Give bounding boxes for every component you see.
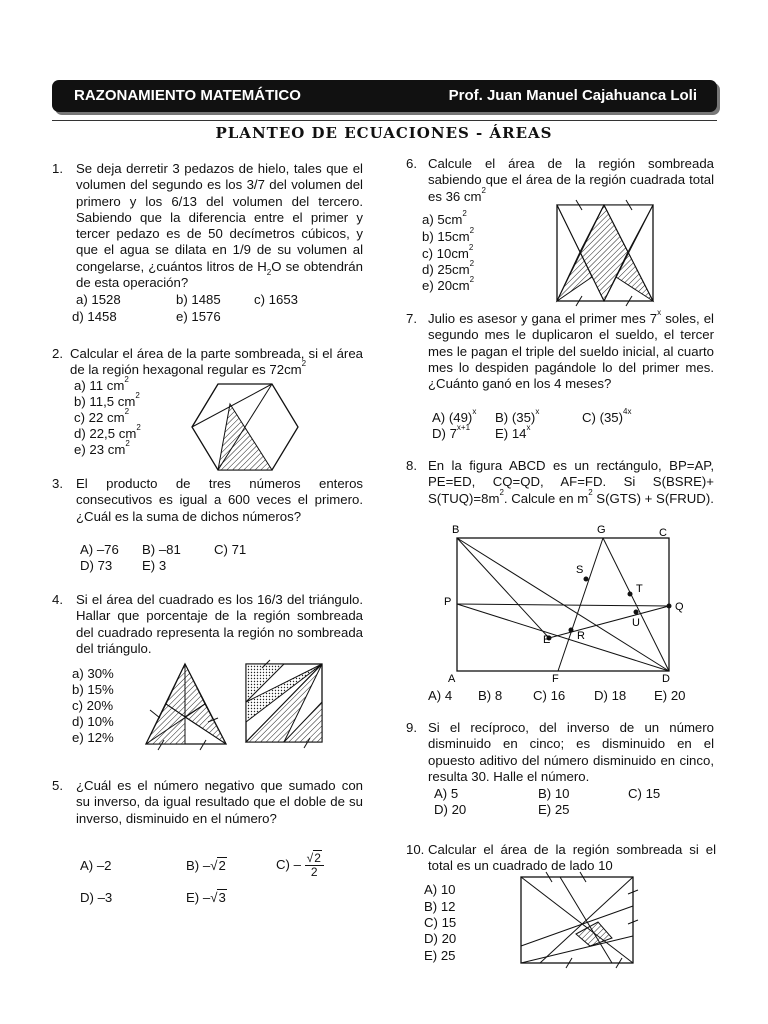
label-A: A	[448, 673, 456, 685]
q10-option-b: B) 12	[424, 899, 456, 914]
q10-option-d: D) 20	[424, 931, 457, 946]
q9-option-e: E) 25	[538, 802, 570, 817]
q7-option-b: B) $(35)^x$	[495, 407, 540, 425]
q3-option-a: A) –76	[80, 542, 119, 557]
q6-text: Calcule el área de la región sombreada sabiendo que el área de la región cuadrada total es 36 $cm^2$	[428, 156, 714, 204]
q4-option-e: e) 12%	[72, 730, 114, 745]
label-C: C	[659, 527, 667, 539]
q1-option-e: e) 1576	[176, 309, 221, 324]
q7-option-e: E) 14$^x$	[495, 423, 531, 441]
q10-number: 10.	[406, 842, 425, 857]
q5-option-e: E) –√3	[186, 890, 226, 905]
q2-option-e: e) 23 $cm^2$	[74, 439, 130, 457]
q8-option-c: C) 16	[533, 688, 566, 703]
square-figure	[244, 662, 324, 744]
q9-text: Si el recíproco, del inverso de un número disminuido en cinco; es disminuido en el opuesto aditivo del número disminuido en cinco, resulta 30. Halle el número.	[428, 720, 714, 784]
label-T: T	[636, 583, 643, 595]
q5-option-a: A) –2	[80, 858, 112, 873]
q1-option-b: b) 1485	[176, 292, 221, 307]
q5-text: ¿Cuál es el número negativo que sumado con su inverso, da igual resultado que el doble de su inverso, disminuido en el número?	[76, 778, 363, 826]
q4-number: 4.	[52, 592, 63, 607]
hexagon-figure	[190, 382, 300, 472]
label-G: G	[597, 524, 606, 536]
q8-option-b: B) 8	[478, 688, 503, 703]
q8-option-d: D) 18	[594, 688, 627, 703]
q1-number: 1.	[52, 161, 63, 176]
q10-option-a: A) 10	[424, 882, 456, 897]
q10-option-e: E) 25	[424, 948, 456, 963]
q7-option-a: A) $(49)^x$	[432, 407, 477, 425]
q4-option-b: b) 15%	[72, 682, 114, 697]
triangle-figure	[144, 662, 228, 746]
q1-option-c: c) 1653	[254, 292, 298, 307]
q3-option-c: C) 71	[214, 542, 247, 557]
q3-option-d: D) 73	[80, 558, 113, 573]
rectangle-figure	[440, 522, 700, 684]
q2-option-d: d) 22,5 $cm^2$	[74, 423, 141, 441]
q5-option-c: C) – $\frac{√2}{2}$	[276, 852, 324, 879]
q2-option-b: b) 11,5 $cm^2$	[74, 391, 140, 409]
q3-text: El producto de tres números enteros consecutivos es igual a 600 veces el primero. ¿Cuál es la suma de dichos números?	[76, 476, 363, 524]
q6-option-e: e) $20cm^2$	[422, 275, 475, 293]
label-Q: Q	[675, 601, 684, 613]
q8-number: 8.	[406, 458, 417, 473]
q4-option-a: a) 30%	[72, 666, 114, 681]
q4-option-d: d) 10%	[72, 714, 114, 729]
q1-option-d: d) 1458	[72, 309, 117, 324]
divider	[52, 120, 717, 121]
q8-text: En la figura ABCD es un rectángulo, BP=AP, PE=ED, CQ=QD, AF=FD. Si S(BSRE)+ $S(TUQ)=8m^2$. Calcule en $m^2$ S(GTS) + S(FRUD).	[428, 458, 714, 506]
label-R: R	[577, 630, 585, 642]
label-P: P	[444, 596, 452, 608]
q5-option-b: B) –√2	[186, 858, 226, 873]
q2-option-c: c) 22 $cm^2$	[74, 407, 130, 425]
label-S: S	[576, 564, 584, 576]
q3-number: 3.	[52, 476, 63, 491]
label-F: F	[552, 673, 559, 685]
course-title: RAZONAMIENTO MATEMÁTICO	[74, 87, 301, 104]
q6-option-b: b) $15cm^2$	[422, 226, 475, 244]
q9-option-c: C) 15	[628, 786, 661, 801]
q2-option-a: a) 11 $cm^2$	[74, 375, 129, 393]
q2-text: Calcular el área de la parte sombreada, si el área de la región hexagonal regular es $72cm^2$	[70, 346, 363, 378]
page-title: PLANTEO DE ECUACIONES - ÁREAS	[215, 124, 553, 142]
q6-option-c: c) $10cm^2$	[422, 243, 474, 261]
q5-number: 5.	[52, 778, 63, 793]
label-B: B	[452, 524, 460, 536]
q7-number: 7.	[406, 311, 417, 326]
q7-option-c: C) $(35)^{4x}$	[582, 407, 632, 425]
q9-option-b: B) 10	[538, 786, 570, 801]
label-E: E	[543, 634, 551, 646]
q8-option-a: A) 4	[428, 688, 453, 703]
q3-option-b: B) –81	[142, 542, 181, 557]
label-U: U	[632, 617, 640, 629]
q10-option-c: C) 15	[424, 915, 457, 930]
q3-option-e: E) 3	[142, 558, 167, 573]
q6-option-a: a) $5cm^2$	[422, 209, 467, 227]
q7-option-d: D) $7^{x+1}$	[432, 423, 471, 441]
q9-option-a: A) 5	[434, 786, 459, 801]
q9-option-d: D) 20	[434, 802, 467, 817]
q10-text: Calcular el área de la región sombreada si el total es un cuadrado de lado 10	[428, 842, 716, 874]
label-D: D	[662, 673, 670, 685]
square-lines-figure	[520, 876, 636, 966]
q7-text: Julio es asesor y gana el primer mes 7$^x$ soles, el segundo mes le duplicaron el sueldo, el tercer mes le pagan el triple del sueldo inicial, al cuarto mes lo despiden pagándole lo del primer mes. ¿Cuánto ganó en los 4 meses?	[428, 308, 714, 392]
q6-number: 6.	[406, 156, 417, 171]
header-bar	[52, 80, 717, 112]
q1-text: Se deja derretir 3 pedazos de hielo, tales que el volumen del segundo es los 3/7 del volumen del primero y los 6/13 del volumen del tercero. Sabiendo que la diferencia entre el primer y tercer pedazo es de 50 decímetros cúbicos, y que el agua se dilata en 1/9 de su volumen al congelarse, ¿cuántos litros de $H_2O$ se obtendrán de esta operación?	[76, 161, 363, 291]
q9-number: 9.	[406, 720, 417, 735]
professor-name: Prof. Juan Manuel Cajahuanca Loli	[448, 87, 697, 104]
q2-number: 2.	[52, 346, 63, 361]
q5-option-d: D) –3	[80, 890, 113, 905]
q6-option-d: d) $25cm^2$	[422, 259, 475, 277]
q4-text: Si el área del cuadrado es los 16/3 del triángulo. Hallar que porcentaje de la región sombreada del cuadrado representa la región no sombreada del triángulo.	[76, 592, 363, 656]
q4-option-c: c) 20%	[72, 698, 114, 713]
q1-option-a: a) 1528	[76, 292, 121, 307]
q8-option-e: E) 20	[654, 688, 686, 703]
square-stars-figure	[556, 204, 656, 304]
